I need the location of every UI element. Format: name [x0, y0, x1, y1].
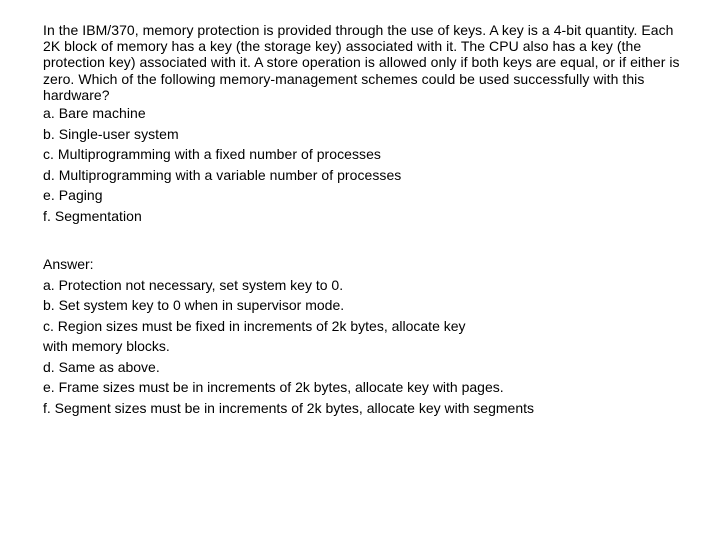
- answer-line-c: c. Region sizes must be fixed in increments of 2k bytes, allocate key: [43, 317, 466, 334]
- option-e: e. Paging: [43, 187, 103, 204]
- answer-line-f: f. Segment sizes must be in increments of 2k bytes, allocate key with segments: [43, 399, 534, 416]
- answer-line-d: d. Same as above.: [43, 358, 160, 375]
- option-d: d. Multiprogramming with a variable number of processes: [43, 166, 402, 183]
- answer-line-a: a. Protection not necessary, set system key to 0.: [43, 276, 344, 293]
- option-a: a. Bare machine: [43, 105, 146, 122]
- question-block: [43, 22, 683, 226]
- answer-line-e: e. Frame sizes must be in increments of 2k bytes, allocate key with pages.: [43, 379, 504, 395]
- question-paragraph: In the IBM/370, memory protection is provided through the use of keys. A key is a 4-bit quantity. Each 2K block of memory has a key (the storage key) associated with it. The CPU also has a key (the protection key) associated with it. A store operation is allowed only if both keys are equal, or if either is zero. Which of the following memory-management schemes could be used successfully with this hardware?: [43, 22, 680, 103]
- answer-line-b: b. Set system key to 0 when in supervisor mode.: [43, 297, 345, 313]
- option-c: c. Multiprogramming with a fixed number of processes: [43, 146, 381, 163]
- answer-block: [43, 254, 683, 418]
- answer-heading: Answer:: [43, 256, 94, 272]
- answer-line-c-cont: with memory blocks.: [43, 338, 170, 354]
- option-f: f. Segmentation: [43, 207, 142, 224]
- option-b: b. Single-user system: [43, 125, 179, 142]
